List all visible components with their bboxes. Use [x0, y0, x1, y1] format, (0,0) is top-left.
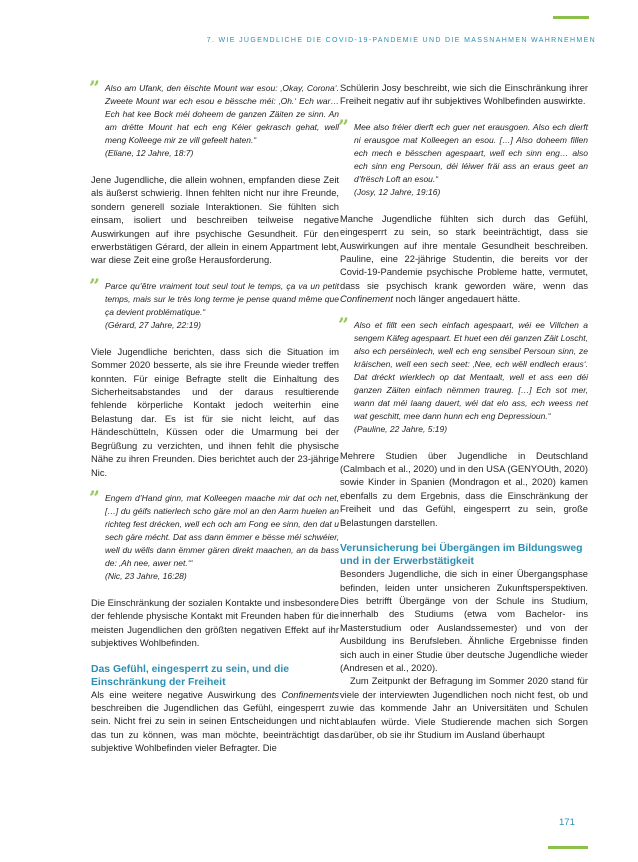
section-heading: Das Gefühl, eingesperrt zu sein, und die Einschränkung der Freiheit [91, 663, 290, 688]
running-head: 7. WIE JUGENDLICHE DIE COVID-19-PANDEMIE UND DIE MASSNAHMEN WAHRNEHMEN [206, 37, 596, 44]
quote-text: Mee also fréier dierft ech guer net erausgoen. Also ech dierft ni erausgoe mat Kolleegen an esou. […] Also doheem fillen ech mech e bësschen agespaart, well ech sinn eng… also ech sinn eng Persoun, déi léiwer fräi ass an eraus geet an d’frësch Loft an esou.“ [354, 121, 588, 184]
body-paragraph: Schülerin Josy beschreibt, wie sich die Einschränkung ihrer Freiheit negativ auf ihr subjektives Wohlbefinden auswirkte. [340, 83, 588, 107]
page-number: 171 [559, 817, 575, 828]
text-run: Als eine weitere negative Auswirkung des [91, 689, 282, 700]
body-paragraph: Jene Jugendliche, die allein wohnen, empfanden diese Zeit als äußerst schwierig. Ihnen fehlten nicht nur ihre Freunde, sondern generell soziale Interaktionen. Sie fühlten sich einsam, isoliert und beschreiben teilweise negative Auswirkungen auf ihre psychische Gesundheit. Für den erwerbstätigen Gérard, der allein in einem Appartment lebt, war diese Zeit eine große Herausforderung. [91, 175, 339, 266]
quote-text: Engem d’Hand ginn, mat Kolleegen maache mir dat och net, […] du géifs natierlech scho gäre mol an den Aarm huelen an richteg fest drécken, well ech och am Fong ee sinn, den dat u sech gäre mécht. Dat ass dann ëmmer e bësse méi schwéier, well du wëlls dann ëmmer gären direkt maachen, an da bass de: ‚Ah nee, awer net.‘“ [105, 492, 339, 568]
quote-text: Also am Ufank, den éischte Mount war esou: ‚Okay, Corona‘. Zweete Mount war ech esou e bëssche méi: ‚Oh.‘ Ech war… Ech hat kee Bock méi doheem de ganzen Zäiten ze sinn. An am drëtte Mount hat ech eng Kéier gekrasch gehat, well meng Kolleege mir ze vill gefeelt haten.“ [105, 83, 339, 145]
body-paragraph [340, 213, 588, 307]
section-heading: Verunsicherung bei Übergängen im Bildungsweg und in der Erwerbstätigkeit [340, 543, 583, 568]
quote-mark-icon: ” [338, 115, 349, 138]
body-paragraph [91, 689, 339, 756]
right-column [340, 82, 588, 742]
quote-mark-icon: ” [89, 77, 100, 99]
text-run: beschreiben die Jugendlichen das Gefühl, eingesperrt zu sein. Nicht frei zu sein in seinen Entscheidungen und nicht das tun zu können, was man möchte, beeinträchtigt das subjektive Wohlbefinden vieler Befragter. Die [91, 702, 339, 754]
quote-mark-icon: ” [89, 486, 100, 509]
body-paragraph: Viele Jugendliche berichten, dass sich die Situation im Sommer 2020 besserte, als sie ihre Freunde wieder treffen konnten. Für einige Befragte stellt die Einhaltung des Sicherheitsabstandes und der daraus resultierende fehlende körperliche Kontakt jedoch weiterhin eine Belastung dar. Es ist für sie nicht leicht, auf das Händeschütteln, Küssen oder die Umarmung bei der Begrüßung zu verzichten, und ihnen fehlt die physische Nähe zu ihren Freunden. Dies berichtet auch der 23-jährige Nic. [91, 346, 339, 478]
quote-text: Parce qu’être vraiment tout seul tout le temps, ça va un petit temps, mais sur le très long terme je pense quand même que ça devient problématique.“ [105, 280, 339, 317]
interview-quote [89, 274, 339, 332]
text-run: noch länger angedauert hätte. [392, 294, 521, 305]
body-paragraph: Die Einschränkung der sozialen Kontakte und insbesondere der fehlende physische Kontakt mit Freunden haben für die meisten Jugendlichen den größten negativen Effekt auf ihr subjektives Wohlbefinden. [91, 597, 339, 649]
quote-source: (Nic, 23 Jahre, 16:28) [105, 570, 187, 581]
header-accent-bar [553, 16, 589, 19]
emphasis-term: Confinement [340, 294, 393, 305]
interview-quote [89, 486, 339, 583]
quote-mark-icon: ” [89, 274, 100, 297]
quote-source: (Josy, 12 Jahre, 19:16) [354, 186, 441, 197]
body-paragraph: Zum Zeitpunkt der Befragung im Sommer 2020 stand für viele der interviewten Jugendlichen noch nicht fest, ob und wie das kommende Jahr an Universitäten und Schulen ablaufen würde. Viele Studierende machen sich Sorgen darüber, ob sie ihr Studium im Ausland überhaupt [340, 676, 588, 740]
quote-mark-icon: ” [338, 313, 349, 336]
footer-accent-bar [548, 846, 588, 849]
body-paragraph: Besonders Jugendliche, die sich in einer Übergangsphase befinden, leiden unter unsicheren Zukunftsperspektiven. Dies betrifft Übergänge von der Schule ins Studium, innerhalb des Studiums (etwa vom Bachelor- ins Masterstudium oder Auslandssemester) und von der Ausbildung ins Berufsleben. Ähnliche Ergebnisse finden sich auch in einer Studie über deutsche Jugendliche wieder (Andresen et al., 2020). [340, 569, 588, 673]
text-run: Manche Jugendliche fühlten sich durch das Gefühl, eingesperrt zu sein, so stark beeinträchtigt, dass sie Auswirkungen auf ihre mentale Gesundheit beschreiben. Pauline, eine 22-jährige Studentin, die bereits vor der Covid-19-Pandemie psychische Probleme hatte, vermutet, dass sie psychisch krank geworden wäre, wenn das [340, 213, 588, 291]
quote-source: (Pauline, 22 Jahre, 5:19) [354, 423, 448, 434]
interview-quote [338, 313, 588, 436]
interview-quote [89, 77, 339, 160]
quote-source: (Eliane, 12 Jahre, 18:7) [105, 148, 194, 158]
quote-text: Also et fillt een sech einfach agespaart, wéi ee Villchen a sengem Käfeg agespaart. Et huet een déi ganzen Zäit Loscht, also ech perséinlech, well ech eng sensibel Persoun sinn, ze kräischen, well een sech seet: ‚Nee, ech wëll endlech eraus‘. Dat dréckt wierklech op dat Mentaalt, well et ass een déi ganzen Zäiten einfach nëmmen traureg. […] Ech sot mer, wann dat méi laang dauert, wéi dat elo ass, ech weess net wat geschitt, mee dann hunn ech eng Depressioun.“ [354, 319, 588, 421]
left-column [89, 77, 339, 756]
interview-quote [338, 115, 588, 199]
emphasis-term: Confinements [281, 689, 339, 700]
quote-source: (Gérard, 27 Jahre, 22:19) [105, 319, 201, 330]
body-paragraph: Mehrere Studien über Jugendliche in Deutschland (Calmbach et al., 2020) und in den USA (GENYOUth, 2020) sowie Kinder in Spanien (Mondragon et al., 2020) kamen ebenfalls zu dem Ergebnis, dass die Einschränkung der Freiheit und das Gefühl, eingesperrt zu sein, große Belastungen darstellen. [340, 450, 588, 528]
